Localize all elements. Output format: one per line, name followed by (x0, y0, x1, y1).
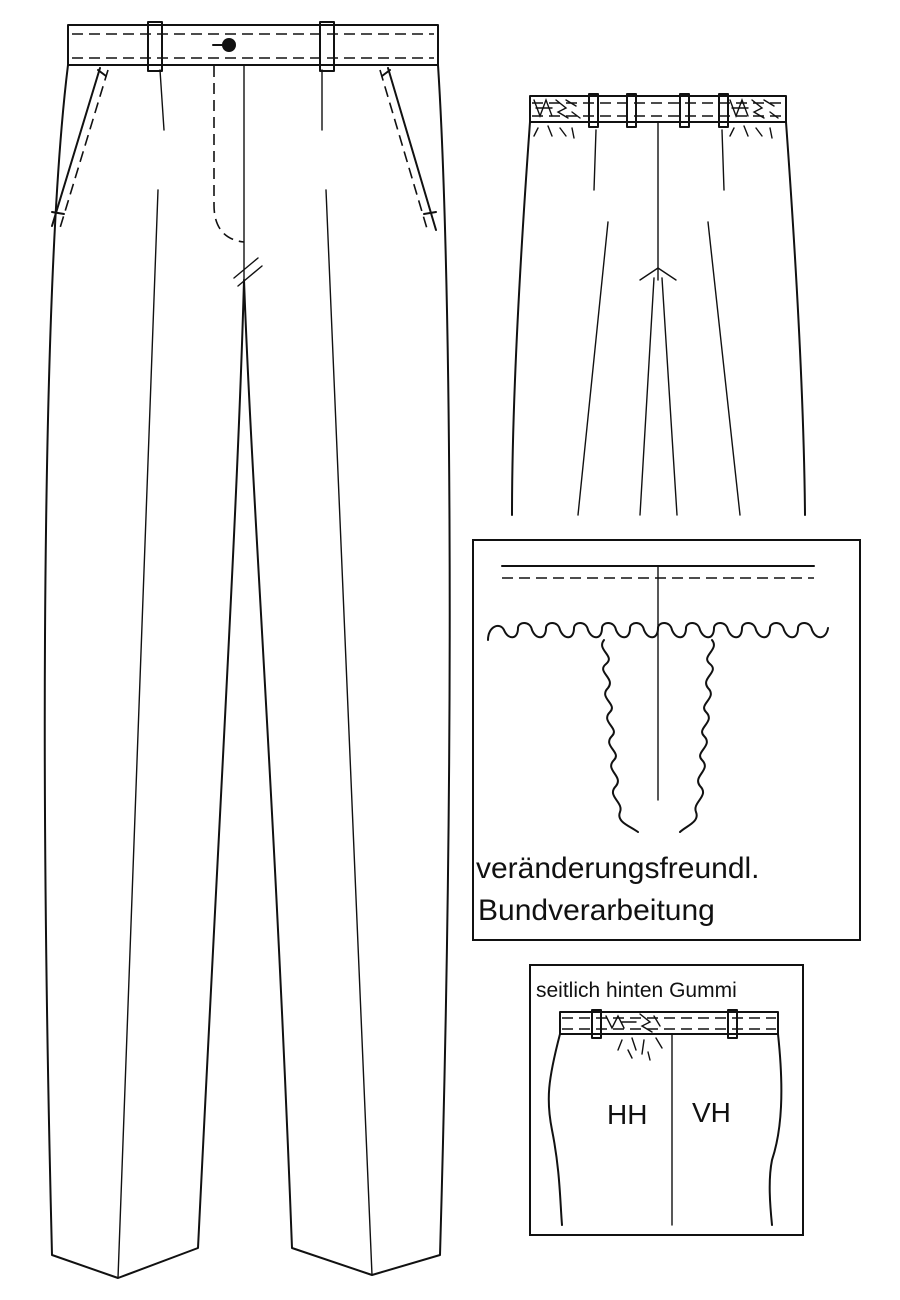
detail-label-line1: veränderungsfreundl. (476, 852, 760, 885)
back-view (512, 94, 805, 515)
crotch-mark-2 (238, 266, 262, 286)
back-dart-left (594, 130, 596, 190)
pocket-stitch-left (60, 70, 108, 228)
back-outer-left (512, 122, 530, 515)
pocket-bartack-left (52, 212, 64, 214)
side-panel-frame (530, 965, 803, 1235)
back-crease-left (578, 222, 608, 515)
crotch-mark-1 (234, 258, 258, 278)
back-outer-right (786, 122, 805, 515)
side-panel-caption: seitlich hinten Gummi (536, 979, 737, 1002)
back-inseam-right (662, 278, 677, 515)
fly-topstitch (214, 66, 244, 242)
back-elastic-gathers-left (534, 100, 580, 138)
back-elastic-gathers-right (730, 100, 778, 138)
belt-loop-right (320, 22, 334, 71)
crease-right (326, 190, 372, 1275)
pocket-bartack-right (424, 212, 436, 214)
front-half-label: VH (692, 1097, 731, 1128)
waistband-detail-panel (473, 540, 860, 940)
back-crease-right (708, 222, 740, 515)
pleat-left (160, 70, 164, 130)
belt-loop-left (148, 22, 162, 71)
front-view (45, 22, 450, 1278)
crease-left (118, 190, 158, 1278)
waistband-button (222, 38, 236, 52)
detail-label-line2: Bundverarbeitung (478, 894, 715, 927)
side-view-panel (530, 965, 803, 1235)
back-dart-right (722, 130, 724, 190)
back-half-label: HH (607, 1099, 648, 1130)
pocket-stitch-right (380, 70, 428, 232)
front-waistband (68, 25, 438, 65)
back-inseam-left (640, 278, 654, 515)
pocket-edge-right (388, 68, 436, 230)
front-silhouette (45, 65, 450, 1278)
